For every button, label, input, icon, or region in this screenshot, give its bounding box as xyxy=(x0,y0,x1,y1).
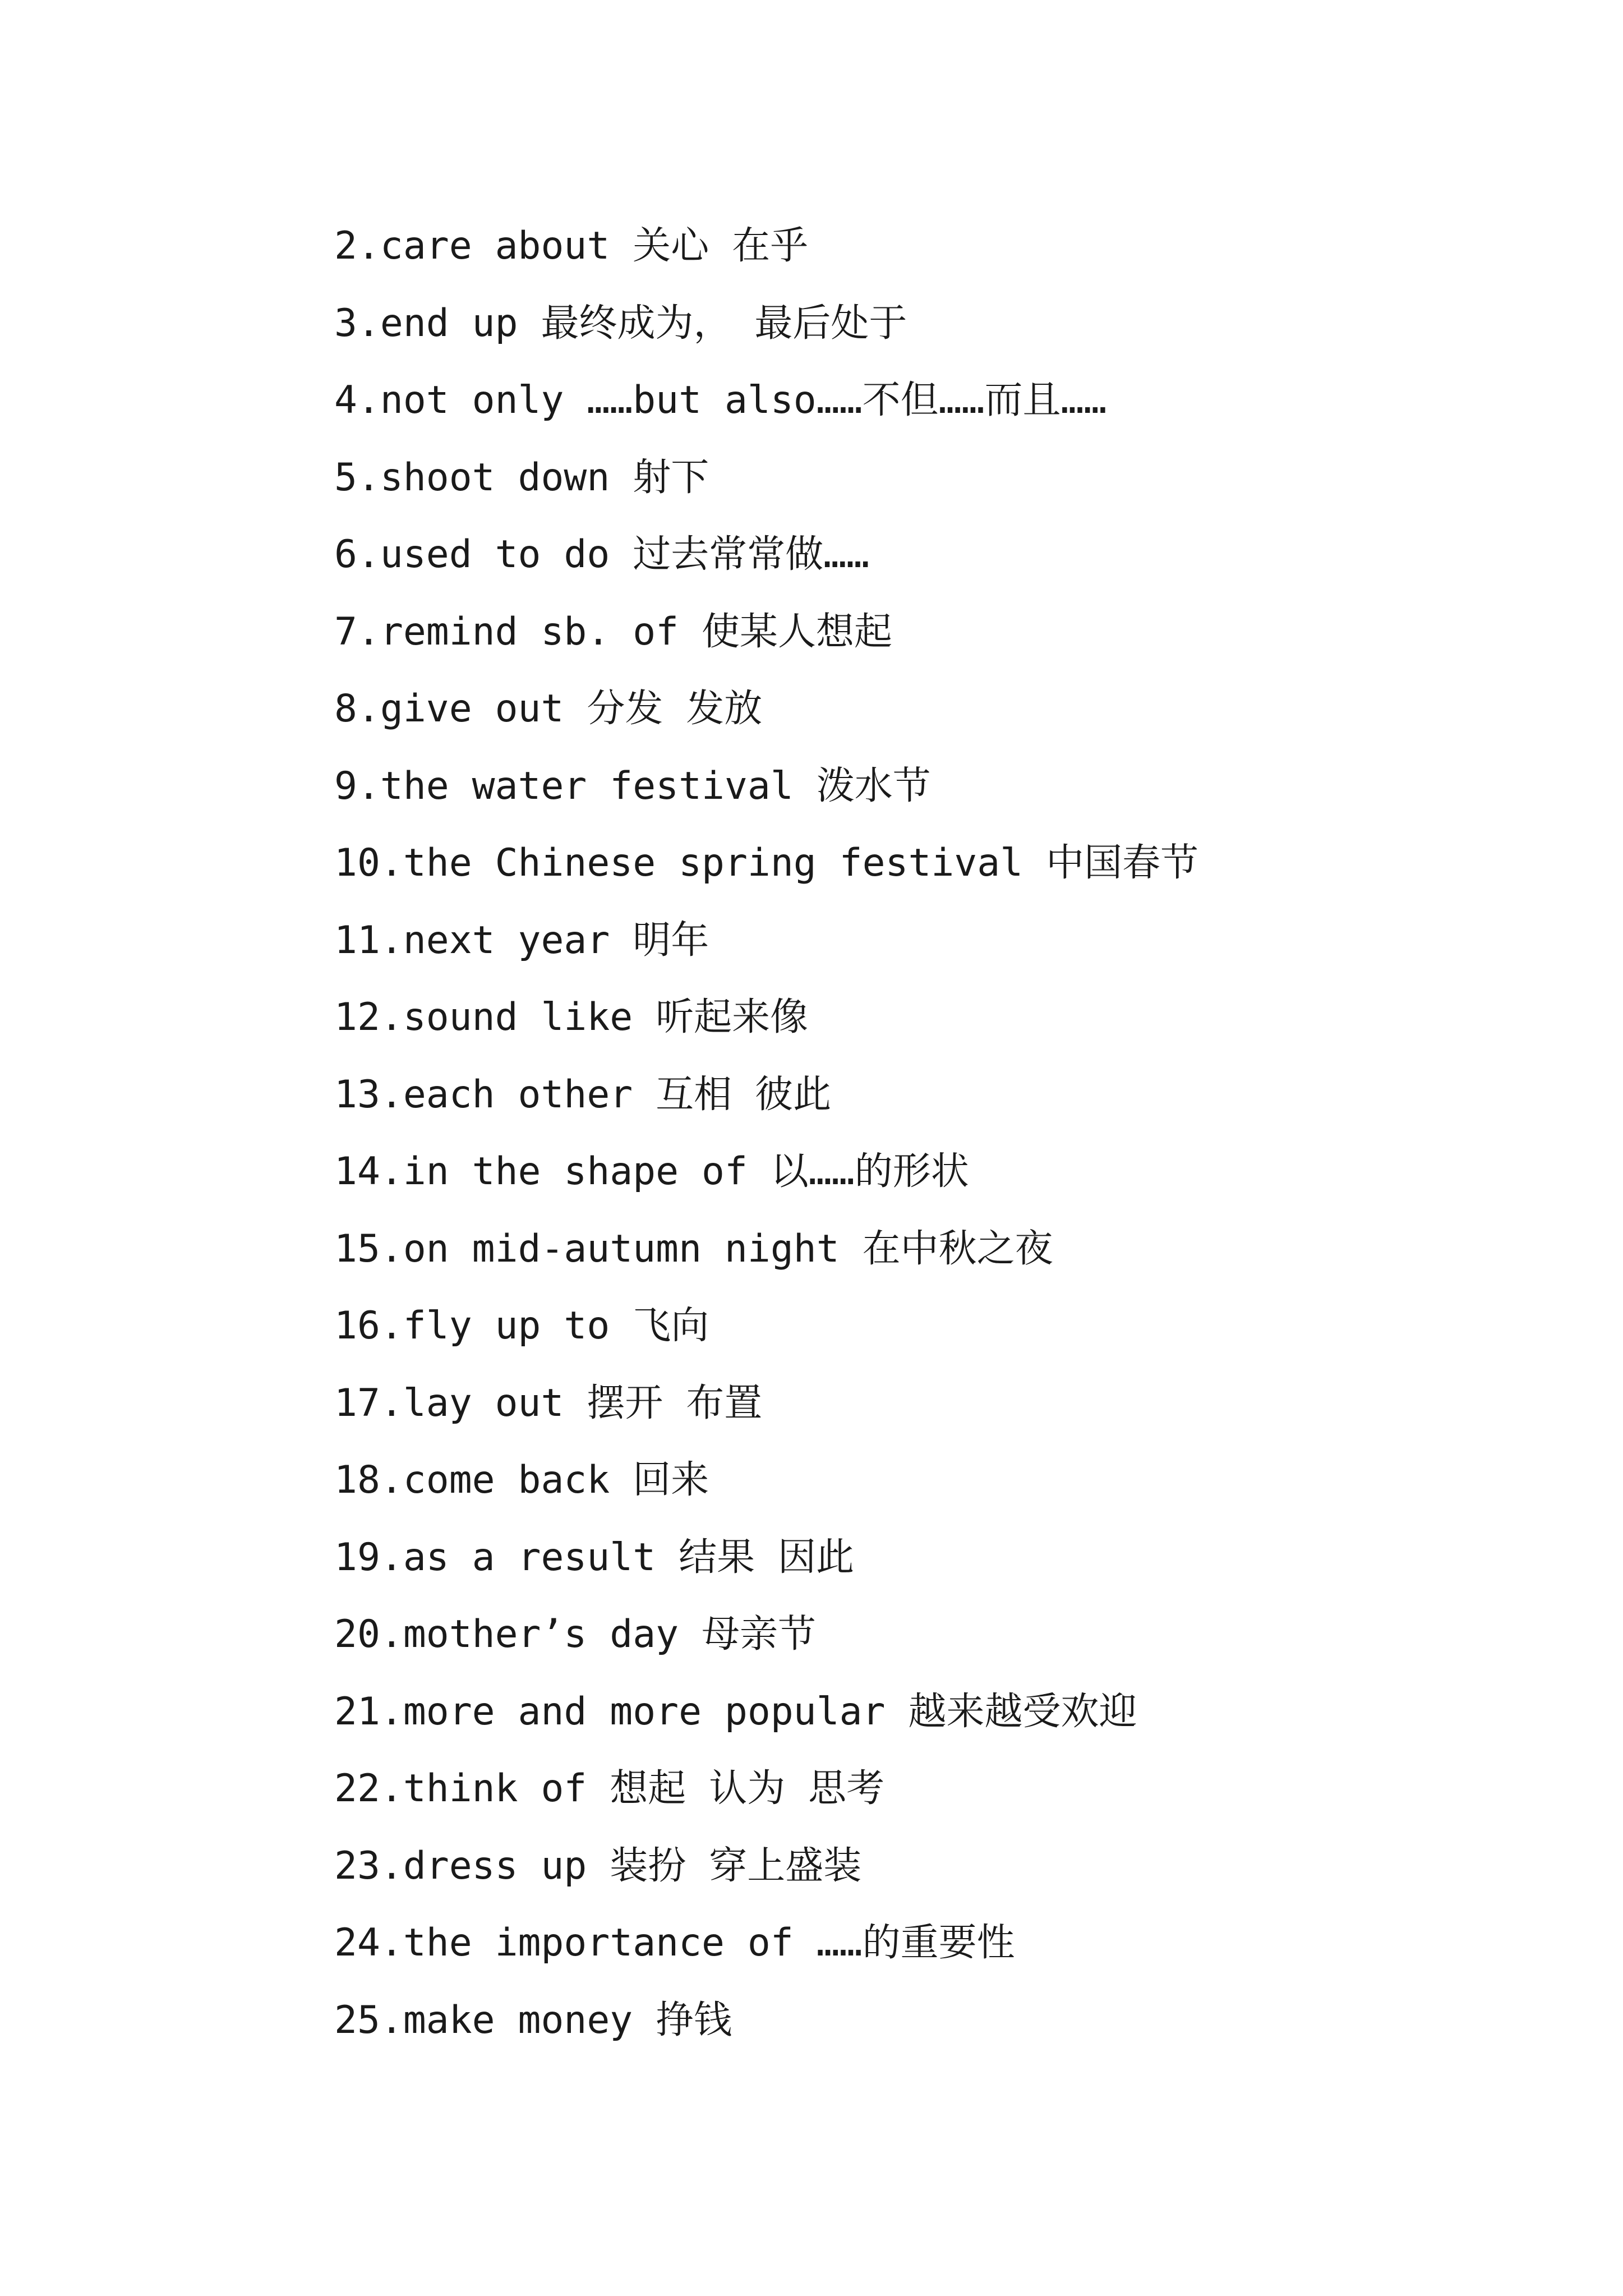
list-item: 10.the Chinese spring festival 中国春节 xyxy=(334,841,1199,885)
list-item: 8.give out 分发 发放 xyxy=(334,687,763,731)
list-item: 24.the importance of ……的重要性 xyxy=(334,1921,1015,1965)
list-item: 3.end up 最终成为， 最后处于 xyxy=(334,301,907,346)
list-item: 22.think of 想起 认为 思考 xyxy=(334,1766,885,1811)
list-item: 7.remind sb. of 使某人想起 xyxy=(334,609,893,654)
list-item: 5.shoot down 射下 xyxy=(334,455,709,500)
list-item: 4.not only ……but also……不但……而且…… xyxy=(334,378,1107,422)
list-item: 20.mother’s day 母亲节 xyxy=(334,1612,817,1657)
list-item: 19.as a result 结果 因此 xyxy=(334,1535,855,1580)
list-item: 12.sound like 听起来像 xyxy=(334,995,809,1039)
list-item: 14.in the shape of 以……的形状 xyxy=(334,1149,969,1194)
list-item: 21.more and more popular 越来越受欢迎 xyxy=(334,1689,1137,1734)
phrase-list xyxy=(334,208,1198,2059)
list-item: 11.next year 明年 xyxy=(334,918,709,963)
list-item: 2.care about 关心 在乎 xyxy=(334,224,809,268)
list-item: 13.each other 互相 彼此 xyxy=(334,1072,832,1117)
list-item: 23.dress up 装扮 穿上盛装 xyxy=(334,1843,862,1888)
list-item: 17.lay out 摆开 布置 xyxy=(334,1381,763,1425)
list-item: 15.on mid-autumn night 在中秋之夜 xyxy=(334,1226,1053,1271)
list-item: 9.the water festival 泼水节 xyxy=(334,763,931,808)
list-item: 6.used to do 过去常常做…… xyxy=(334,532,870,577)
list-item: 25.make money 挣钱 xyxy=(334,1998,732,2042)
list-item: 18.come back 回来 xyxy=(334,1458,709,1502)
list-item: 16.fly up to 飞向 xyxy=(334,1304,709,1348)
